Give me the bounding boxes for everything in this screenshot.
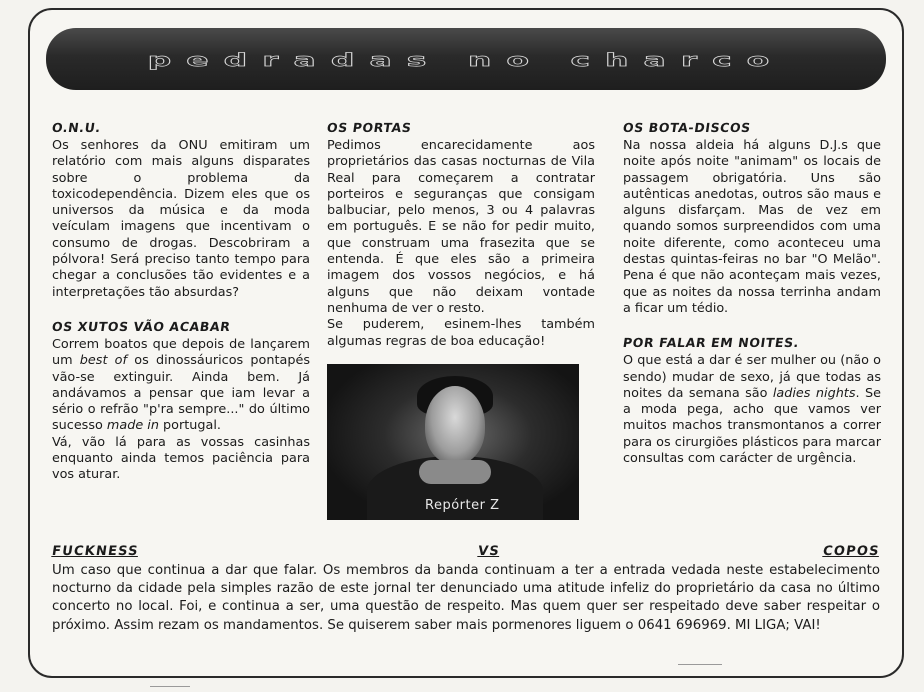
text-run: Correm boatos que depois de lançarem um [52, 336, 310, 369]
article-xutos [52, 319, 310, 484]
text-run: . Se a moda pega, acho que vamos ver muitos machos transmontanos a correr para os cirurgiões plásticos para marcar consultas com carácter de urgência. [623, 385, 881, 467]
article-body: Se puderem, esinem-lhes também algumas regras de boa educação! [327, 317, 595, 349]
column-middle [327, 120, 595, 520]
article-body: Vá, vão lá para as vossas casinhas enquanto ainda temos paciência para vos aturar. [52, 434, 310, 483]
article-body [623, 353, 881, 467]
italic-run: best of [79, 353, 128, 369]
article-body: Pedimos encarecidamente aos proprietários das casas nocturnas de Vila Real para começarem a contratar porteiros e seguranças que consigam balbuciar, pelo menos, 3 ou 4 palavras em português. E se não for pedir muito, que construam uma frasezita que se entenda. É que eles são a primeira imagem dos vossos negócios, e há alguns que não deixam vontade nenhuma de ver o resto. [327, 138, 595, 316]
text-run: os dinossáuricos pontapés vão-se extinguir. Ainda bem. Já andávamos a pensar que iam levar a sério o refrão "p'ra sempre..." do último sucesso [52, 353, 310, 434]
heading-copos: COPOS [822, 544, 882, 559]
article-body: Os senhores da ONU emitiram um relatório com mais alguns disparates sobre o problema da toxicodependência. Dizem eles que os universos da música e da moda veículam imagens que incentivam o consumo de drogas. Descobriram a pólvora! Será preciso tanto tempo para chegar a conclusões tão evidentes e a interpretações tão absurdas? [52, 138, 310, 300]
banner-title: pedradas no charco [147, 48, 785, 70]
bottom-headings [52, 544, 880, 562]
italic-run: ladies nights [772, 385, 856, 401]
article-body: Na nossa aldeia há alguns D.J.s que noite após noite "animam" os locais de passagem obrigatória. Uns são autênticas anedotas, outros são maus e alguns disfarçam. Mas de vez em quando somos surpreendidos com uma noite diferente, como aconteceu uma destas quintas-feiras no bar "O Melão". Pena é que não aconteçam mais vezes, que as noites da nossa terrinha andam a ficar um tédio. [623, 138, 881, 316]
heading-vs: VS [476, 544, 501, 559]
photo-caption: Repórter Z [425, 497, 500, 513]
column-right [623, 120, 881, 485]
text-run: portugal. [158, 418, 221, 434]
article-heading: O.N.U. [50, 120, 102, 135]
article-portas [327, 120, 595, 350]
photo-figure-face [425, 386, 485, 464]
scan-mark [678, 664, 722, 665]
article-heading: POR FALAR EM NOITES. [621, 335, 801, 351]
article-heading: OS BOTA-DISCOS [621, 120, 752, 135]
text-run: O que está a dar é ser mulher ou (não o sendo) mudar de sexo, já que todas as noites da semana são [623, 353, 881, 401]
scan-mark [150, 686, 190, 687]
article-heading: OS XUTOS VÃO ACABAR [50, 318, 232, 334]
article-heading: OS PORTAS [325, 120, 413, 135]
article-body [52, 337, 310, 435]
reporter-photo [327, 364, 579, 520]
italic-run: made in [106, 418, 159, 434]
article-noites [623, 335, 881, 467]
banner [46, 28, 886, 90]
heading-fuckness: FUCKNESS [50, 544, 140, 559]
column-left [52, 120, 310, 502]
article-botadiscos [623, 120, 881, 317]
article-onu [52, 120, 310, 301]
bottom-article-body: Um caso que continua a dar que falar. Os membros da banda continuam a ter a entrada vedada neste estabelecimento nocturno da cidade pela simples razão de este jornal ter denunciado uma atitude infeliz do proprietário da casa no último concerto no local. Foi, e continua a ser, uma questão de respeito. Mas quem quer ser respeitado deve saber respeitar o próximo. Assim rezam os mandamentos. Se quiserem saber mais pormenores liguem o 0641 696969. MI LIGA; VAI! [52, 563, 880, 633]
photo-figure-hands [419, 460, 491, 484]
